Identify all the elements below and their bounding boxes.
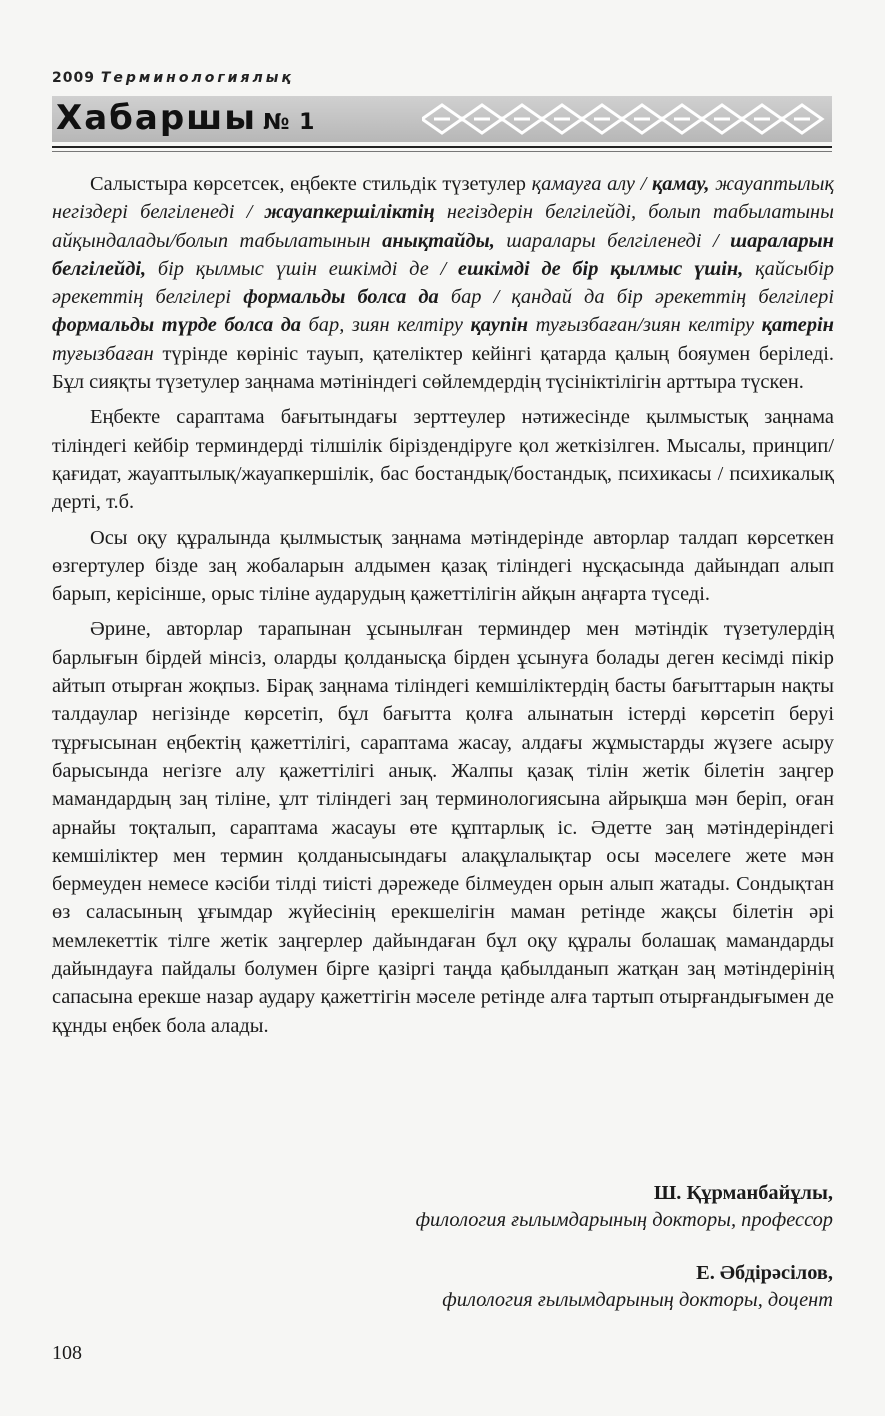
paragraph xyxy=(52,403,834,516)
emphasized-text: қатерін xyxy=(761,314,834,337)
signature-name: Е. Әбдірәсілов, xyxy=(696,1262,833,1284)
header-series: Терминологиялық xyxy=(100,70,294,86)
header-band xyxy=(52,96,832,142)
emphasized-text: бір қылмыс үшін ешкімді де / xyxy=(146,257,458,280)
emphasized-text: жауаптылық негіздері белгіленеді / xyxy=(52,173,835,224)
emphasized-text: негіздерін белгілейді, болып табылатыны айқындалады/болып табылатынын xyxy=(52,201,834,252)
text-run: Осы оқу құралында қылмыстық заңнама мәтіндерінде авторлар талдап көрсеткен өзгертулер бізде заң жобаларын алдымен қазақ тіліндегі нұсқасында дайындап алып барып, керісінше, орыс тіліне аударудың қажеттілігін айқын аңғарта түседі. xyxy=(52,526,834,606)
emphasized-text: қамау, xyxy=(651,173,710,195)
header-top-line xyxy=(52,70,832,86)
emphasized-text: шаралары белгіленеді / xyxy=(494,229,731,252)
emphasized-text: жауапкершіліктің xyxy=(264,201,435,224)
page-number: 108 xyxy=(52,1342,82,1364)
emphasized-text: бар / қандай да бір әрекеттің белгілері xyxy=(438,286,835,309)
header-divider-thin xyxy=(52,151,832,152)
paragraph xyxy=(52,615,834,1039)
journal-issue: № 1 xyxy=(263,110,316,135)
paragraph xyxy=(52,170,834,396)
text-run: Еңбекте сараптама бағытындағы зерттеулер нәтижесінде қылмыстық заңнама тіліндегі кейбір терминдерді тілшілік біріздендіруге қол жеткізілген. Мысалы, принцип/қағидат, жауаптылық/жауапкершілік, бас бостандық/бостандық, психикасы / психикалық дерті, т.б. xyxy=(52,406,834,514)
emphasized-text: ешкімді де бір қылмыс үшін, xyxy=(457,257,744,280)
signature-block-1 xyxy=(133,1182,833,1232)
emphasized-text: формальды түрде болса да xyxy=(52,314,302,337)
emphasized-text: қаупін xyxy=(470,314,529,337)
emphasized-text: бар, зиян келтіру xyxy=(301,314,471,337)
article-body xyxy=(52,170,834,1047)
emphasized-text: анықтайды, xyxy=(382,229,495,252)
emphasized-text: шараларын белгілейді, xyxy=(52,229,834,280)
journal-title xyxy=(56,98,315,138)
header-year: 2009 xyxy=(52,70,95,86)
emphasized-text: туғызбаған xyxy=(52,342,154,365)
text-run: түрінде көрініс тауып, қателіктер кейінгі қатарда қалың бояумен беріледі. Бұл сияқты түзетулер заңнама мәтініндегі сөйлемдердің түсініктілігін арттыра түскен. xyxy=(52,342,834,394)
text-run: Салыстыра көрсетсек, еңбекте стильдік түзетулер xyxy=(90,173,532,195)
header-divider xyxy=(52,146,832,148)
signature-name: Ш. Құрманбайұлы, xyxy=(653,1182,833,1204)
signature-title: филология ғылымдарының докторы, доцент xyxy=(442,1289,833,1311)
paragraph xyxy=(52,524,834,609)
ornament-pattern-icon xyxy=(422,99,832,139)
text-run: Әрине, авторлар тарапынан ұсынылған терминдер мен мәтіндік түзетулердің барлығын бірдей мінсіз, оларды қолданысқа бірден ұсынуға болады деген кесімді пікір айтып отырған жоқпыз. Бірақ заңнама тіліндегі кемшіліктердің басты бағыттарын нақты талдаулар негізінде көрсетіп, бұл бағытта қолға алынатын істерді көрсетіп беруі тұрғысынан еңбектің қажеттілігі, сараптама жасау, алдағы жұмыстарды жүзеге асыру барысында негізге алу қажеттілігі анық. Жалпы қазақ тілін жетік білетін заңгер мамандардың заң тіліне, ұлт тіліндегі заң терминологиясына айрықша мән беріп, оған арнайы тоқталып, сараптама жасауы өте құптарлық іс. Әдетте заң мәтіндеріндегі кемшіліктер мен термин қолданысындағы алақұлалықтар осы мәселеге жете мән бермеуден немесе кәсіби тілді тиісті дәрежеде білмеуден орын алып жатады. Сондықтан өз саласының ұғымдар жүйесінің ерекшелігін маман ретінде жақсы білетін әрі мемлекеттік тілге жетік заңгерлер дайындаған бұл оқу құралы болашақ мамандарды дайындауға пайдалы болумен бірге қазіргі таңда қабылданып жатқан заң мәтіндерінің сапасына ерекше назар аудару қажеттігін мәселе ретінде алға тартып отырғандығымен де құнды еңбек бола алады. xyxy=(52,618,834,1037)
signature-title: филология ғылымдарының докторы, профессор xyxy=(415,1209,833,1231)
journal-header xyxy=(52,70,832,160)
journal-title-text: Хабаршы xyxy=(56,98,258,138)
emphasized-text: формальды болса да xyxy=(243,286,439,309)
emphasized-text: туғызбаған/зиян келтіру xyxy=(528,314,762,337)
emphasized-text: қайсыбір әрекеттің белгілері xyxy=(52,257,834,309)
emphasized-text: қамауға алу / xyxy=(531,173,652,195)
signature-block-2 xyxy=(133,1262,833,1312)
